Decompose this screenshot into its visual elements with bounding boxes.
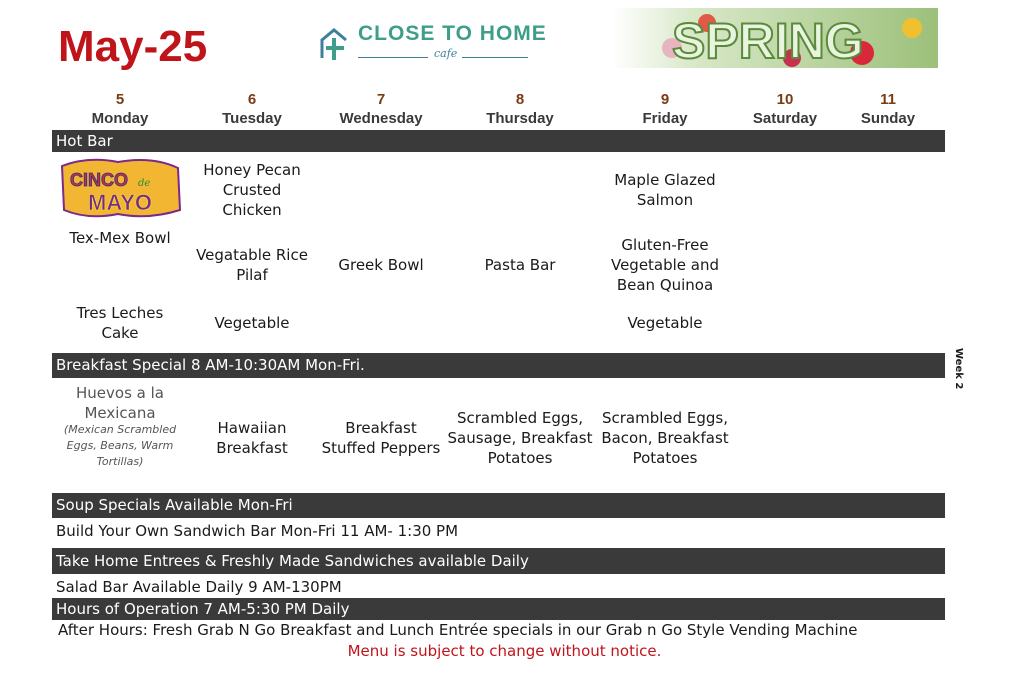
hot-bar-tuesday-side: Vegatable Rice Pilaf xyxy=(196,246,308,284)
week-label: Week 2 xyxy=(953,348,964,390)
day-header-sunday: 11 Sunday xyxy=(860,91,916,127)
svg-text:de: de xyxy=(138,178,151,189)
logo-sub: cafe xyxy=(434,47,458,60)
hot-bar-thursday-main: Pasta Bar xyxy=(484,256,556,274)
logo-line-left xyxy=(358,57,428,58)
house-plus-icon xyxy=(316,26,352,62)
hot-bar-tuesday-veg: Vegetable xyxy=(214,314,290,332)
soup-bar: Soup Specials Available Mon-Fri xyxy=(52,493,945,518)
month-title: May-25 xyxy=(58,22,208,71)
breakfast-thursday: Scrambled Eggs, Sausage, Breakfast Potatoes xyxy=(447,409,593,467)
close-to-home-logo xyxy=(316,20,547,70)
hours-bar: Hours of Operation 7 AM-5:30 PM Daily xyxy=(52,598,945,620)
sandwich-text: Build Your Own Sandwich Bar Mon-Fri 11 AM- 1:30 PM xyxy=(56,522,459,540)
hot-bar-monday-dessert: Tres Leches Cake xyxy=(76,304,164,342)
cinco-de-mayo-logo xyxy=(58,156,184,220)
svg-text:SPRING: SPRING xyxy=(672,13,864,68)
breakfast-wednesday: Breakfast Stuffed Peppers xyxy=(321,419,441,457)
hot-bar-friday-side: Gluten-Free Vegetable and Bean Quinoa xyxy=(610,236,720,294)
breakfast-tuesday: Hawaiian Breakfast xyxy=(216,419,288,457)
day-header-monday: 5 Monday xyxy=(91,91,149,127)
hot-bar-wednesday-main: Greek Bowl xyxy=(338,256,424,274)
hot-bar-header: Hot Bar xyxy=(52,130,945,152)
breakfast-monday-main: Huevos a la Mexicana xyxy=(76,384,164,422)
take-home-bar: Take Home Entrees & Freshly Made Sandwiches available Daily xyxy=(52,548,945,574)
logo-line-right xyxy=(462,57,528,58)
svg-text:CINCO: CINCO xyxy=(70,170,128,190)
hot-bar-tuesday-main: Honey Pecan Crusted Chicken xyxy=(203,161,301,219)
day-header-saturday: 10 Saturday xyxy=(752,91,818,127)
day-header-tuesday: 6 Tuesday xyxy=(222,91,282,127)
breakfast-header: Breakfast Special 8 AM-10:30AM Mon-Fri. xyxy=(52,353,945,378)
day-header-wednesday: 7 Wednesday xyxy=(339,91,423,127)
salad-text: Salad Bar Available Daily 9 AM-130PM xyxy=(56,578,342,596)
logo-name: CLOSE TO HOME xyxy=(358,22,547,45)
svg-text:MAYO: MAYO xyxy=(88,190,152,215)
menu-notice: Menu is subject to change without notice. xyxy=(347,642,662,660)
breakfast-friday: Scrambled Eggs, Bacon, Breakfast Potatoes xyxy=(601,409,729,467)
day-header-thursday: 8 Thursday xyxy=(486,91,554,127)
spring-banner xyxy=(612,8,938,68)
breakfast-monday-detail: (Mexican Scrambled Eggs, Beans, Warm Tortillas) xyxy=(63,423,177,468)
hot-bar-friday-main: Maple Glazed Salmon xyxy=(614,171,716,209)
after-hours-text: After Hours: Fresh Grab N Go Breakfast and Lunch Entrée specials in our Grab n Go Style Vending Machine xyxy=(58,621,858,639)
hot-bar-friday-veg: Vegetable xyxy=(627,314,703,332)
hot-bar-monday-main: Tex-Mex Bowl xyxy=(69,229,171,247)
day-header-friday: 9 Friday xyxy=(642,91,688,127)
